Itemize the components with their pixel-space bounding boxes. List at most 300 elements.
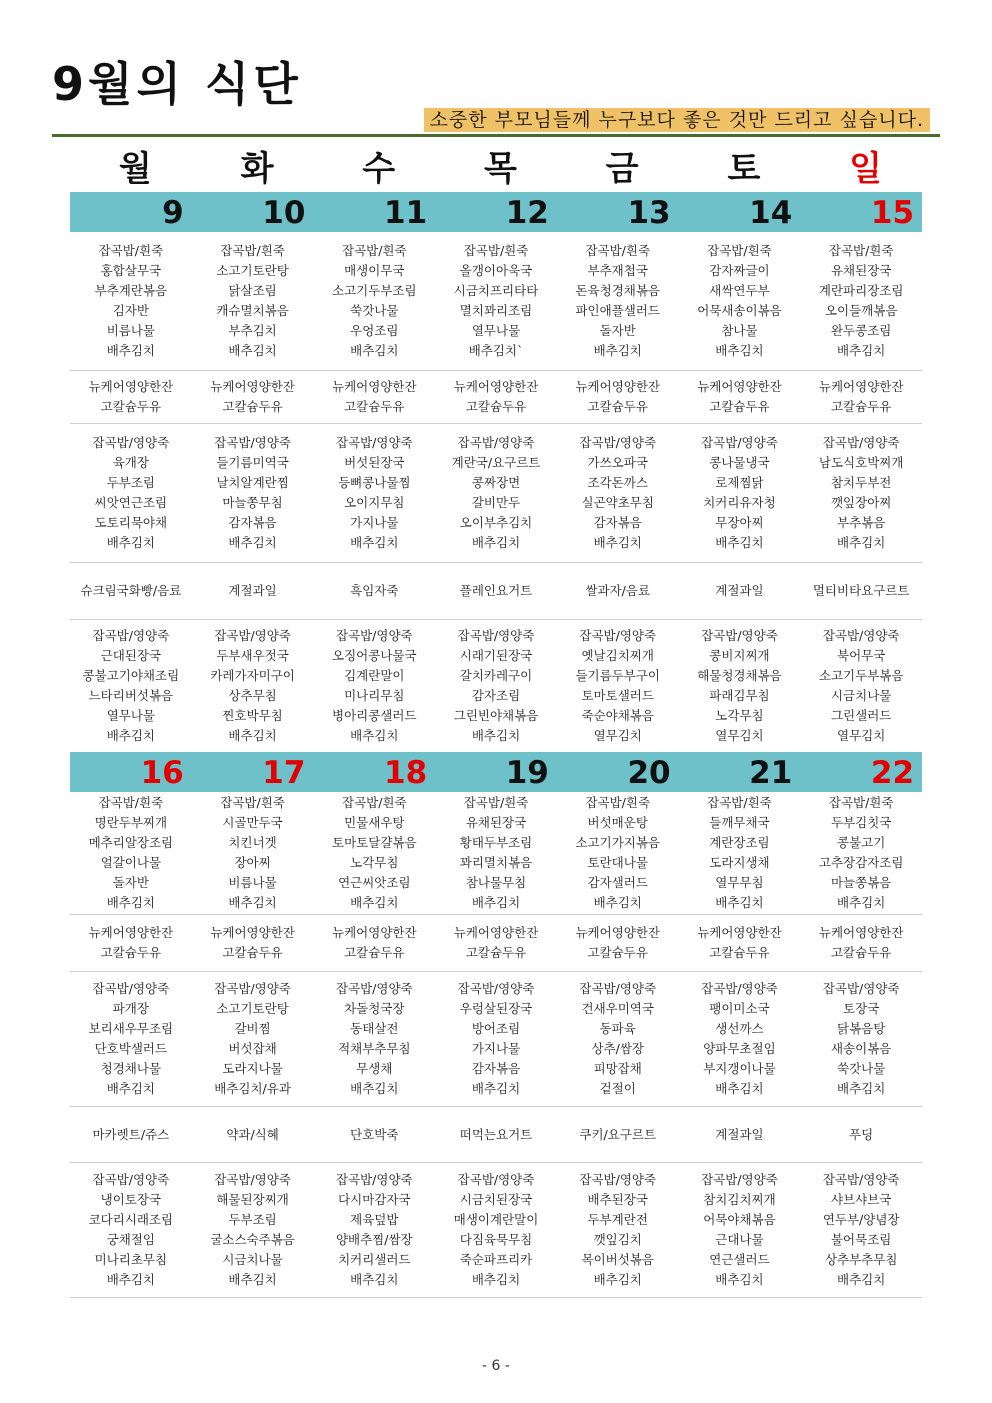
menu-item: 꽈리멸치볶음: [459, 855, 533, 870]
menu-item: 잡곡밥/영양죽: [701, 1172, 778, 1187]
menu-item: 잡곡밥/영양죽: [579, 435, 657, 450]
menu-item: 잡곡밥/영양죽: [579, 1172, 657, 1187]
menu-item: 감자조림: [471, 688, 521, 703]
menu-item: 떠먹는요거트: [459, 1126, 533, 1142]
date-cell: 21: [749, 755, 793, 791]
menu-item: 약과/식혜: [226, 1126, 279, 1142]
menu-item: 연두부/양념장: [822, 1212, 900, 1227]
menu-item: 해물청경채볶음: [697, 668, 782, 683]
menu-item: 단호박죽: [350, 1126, 399, 1142]
menu-cell: [800, 792, 922, 914]
menu-item: 비름나물: [228, 875, 277, 890]
menu-item: 배추김치: [350, 1081, 399, 1096]
menu-item: 들기름미역국: [216, 455, 289, 470]
menu-item: 배추김치`: [468, 343, 524, 358]
menu-item: 부추볶음: [837, 515, 886, 530]
menu-item: 김자반: [112, 303, 149, 318]
menu-item: 그린샐러드: [830, 708, 892, 723]
menu-item: 버섯된장국: [344, 455, 405, 470]
menu-item: 로제찜닭: [715, 475, 764, 490]
menu-item: 냉이토장국: [100, 1192, 162, 1207]
day-of-week-header: [70, 146, 922, 192]
menu-item: 코다리시래조림: [88, 1212, 174, 1227]
menu-item: 매생이무국: [344, 263, 405, 278]
menu-item: 고칼슘두유: [222, 399, 283, 414]
date-bar: [70, 192, 922, 232]
menu-item: 두부조림: [228, 1212, 277, 1227]
menu-item: 죽순야채볶음: [581, 708, 654, 723]
menu-item: 배추김치: [593, 895, 642, 910]
menu-item: 파래김무침: [709, 688, 770, 703]
menu-cell: [435, 424, 557, 562]
menu-cell: [679, 972, 801, 1106]
menu-item: 콩비지찌개: [709, 648, 770, 663]
menu-item: 두부새우젓국: [216, 648, 289, 663]
menu-item: 무생채: [356, 1061, 393, 1076]
menu-item: 도라지나물: [222, 1061, 283, 1076]
menu-item: 뉴케어영양한잔: [332, 925, 417, 940]
menu-item: 등뼈콩나물찜: [338, 475, 411, 490]
menu-item: 겉절이: [599, 1081, 636, 1096]
menu-item: 뉴케어영양한잔: [575, 379, 660, 394]
menu-item: 배추김치: [106, 1272, 156, 1287]
menu-item: 상추무침: [228, 688, 277, 703]
menu-cell: [70, 1163, 192, 1297]
menu-cell: [557, 371, 679, 423]
menu-item: 무장아찌: [715, 515, 764, 530]
menu-item: 소고기토란탕: [216, 1001, 289, 1016]
menu-item: 잡곡밥/흰죽: [585, 243, 651, 258]
menu-item: 잡곡밥/흰죽: [707, 795, 772, 810]
menu-item: 배추김치: [471, 728, 521, 743]
menu-cell: [435, 1163, 557, 1297]
menu-item: 뉴케어영양한잔: [818, 379, 904, 394]
menu-cell: [800, 424, 922, 562]
menu-item: 배추김치: [471, 1272, 521, 1287]
menu-cell: [435, 792, 557, 914]
menu-item: 목이버섯볶음: [581, 1252, 654, 1267]
menu-item: 열무김치: [593, 728, 642, 743]
menu-cell: [313, 1163, 435, 1297]
menu-item: 쑥갓나물: [350, 303, 399, 318]
menu-item: 미나리초무침: [94, 1252, 168, 1267]
menu-item: 잡곡밥/영양죽: [701, 981, 778, 996]
menu-item: 배추김치: [471, 1081, 521, 1096]
date-cell: 17: [262, 755, 306, 791]
subtitle-underline: [52, 108, 940, 137]
menu-cell: [313, 232, 435, 370]
menu-item: 배추김치: [837, 535, 886, 550]
menu-item: 고칼슘두유: [709, 945, 770, 960]
menu-item: 소고기가지볶음: [575, 835, 660, 850]
menu-item: 참나물: [721, 323, 758, 338]
menu-item: 참치두부전: [830, 475, 892, 490]
menu-cell: [313, 620, 435, 752]
menu-cell: [435, 563, 557, 619]
menu-item: 잡곡밥/영양죽: [822, 1172, 900, 1187]
menu-cell: [192, 424, 314, 562]
menu-cell: [192, 792, 314, 914]
menu-item: 연근샐러드: [709, 1252, 770, 1267]
menu-item: 소고기두부볶음: [818, 668, 904, 683]
morning-snack-row: [70, 371, 922, 424]
menu-item: 잡곡밥/흰죽: [220, 243, 285, 258]
menu-item: 뉴케어영양한잔: [818, 925, 904, 940]
menu-item: 근대된장국: [100, 648, 162, 663]
menu-item: 부추김치: [228, 323, 277, 338]
menu-cell: [192, 563, 314, 619]
menu-item: 배추김치: [471, 535, 521, 550]
day-label-wed: 수: [362, 149, 396, 189]
menu-cell: [800, 620, 922, 752]
menu-cell: [800, 1107, 922, 1162]
menu-cell: [800, 972, 922, 1106]
page-title: 9월의 식단: [52, 57, 302, 111]
menu-item: 푸딩: [849, 1126, 874, 1142]
menu-cell: [313, 915, 435, 971]
afternoon-snack-row: [70, 563, 922, 620]
menu-cell: [70, 1107, 192, 1162]
menu-item: 멸치꽈리조림: [459, 303, 533, 318]
menu-item: 토장국: [843, 1001, 880, 1016]
menu-item: 부추재첩국: [587, 263, 648, 278]
menu-item: 잡곡밥/흰죽: [220, 795, 285, 810]
afternoon-snack-row: [70, 1107, 922, 1163]
menu-item: 얼갈이나물: [100, 855, 162, 870]
menu-cell: [679, 232, 801, 370]
menu-item: 배추김치/유과: [214, 1081, 291, 1096]
menu-item: 어묵야채볶음: [703, 1212, 776, 1227]
menu-item: 잡곡밥/흰죽: [98, 795, 164, 810]
menu-item: 잡곡밥/영양죽: [701, 435, 778, 450]
menu-item: 고칼슘두유: [344, 945, 405, 960]
menu-cell: [800, 232, 922, 370]
menu-item: 고칼슘두유: [222, 945, 283, 960]
date-cell: 10: [262, 195, 306, 231]
menu-cell: [679, 1163, 801, 1297]
menu-item: 토란대나물: [587, 855, 648, 870]
menu-item: 고칼슘두유: [587, 945, 648, 960]
morning-snack-row: [70, 915, 922, 972]
menu-item: 장아찌: [234, 855, 271, 870]
menu-cell: [557, 424, 679, 562]
menu-item: 잡곡밥/영양죽: [92, 628, 170, 643]
menu-item: 치커리샐러드: [338, 1252, 411, 1267]
menu-item: 고칼슘두유: [344, 399, 405, 414]
menu-item: 쌀과자/음료: [585, 583, 651, 598]
menu-item: 두부김칫국: [830, 815, 892, 830]
menu-item: 잡곡밥/영양죽: [335, 981, 413, 996]
menu-item: 치커리유자청: [703, 495, 776, 510]
menu-item: 제육덮밥: [350, 1212, 399, 1227]
menu-item: 닭살조림: [228, 283, 277, 298]
menu-item: 들깨무채국: [709, 815, 770, 830]
menu-item: 플레인요거트: [459, 583, 533, 598]
menu-item: 참치김치찌개: [703, 1192, 776, 1207]
menu-item: 배추김치: [837, 1272, 886, 1287]
menu-item: 잡곡밥/영양죽: [457, 435, 535, 450]
menu-item: 감자샐러드: [587, 875, 648, 890]
menu-item: 그린빈야채볶음: [453, 708, 539, 723]
menu-item: 잡곡밥/흰죽: [463, 243, 529, 258]
day-label-thu: 목: [484, 149, 517, 189]
menu-item: 잡곡밥/영양죽: [457, 1172, 535, 1187]
menu-item: 유채된장국: [465, 815, 527, 830]
menu-item: 계란파리장조림: [818, 283, 904, 298]
menu-cell: [435, 620, 557, 752]
menu-item: 잡곡밥/영양죽: [214, 981, 291, 996]
menu-item: 잡곡밥/영양죽: [457, 628, 535, 643]
menu-item: 갈치카레구이: [459, 668, 533, 683]
lunch-row: [70, 972, 922, 1107]
day-label-tue: 화: [240, 149, 274, 189]
menu-item: 계란장조림: [709, 835, 770, 850]
menu-item: 고칼슘두유: [100, 945, 162, 960]
day-label-fri: 금: [605, 149, 639, 189]
menu-item: 파인애플샐러드: [575, 303, 660, 318]
menu-item: 시금치나물: [222, 1252, 283, 1267]
menu-item: 잡곡밥/영양죽: [457, 981, 535, 996]
date-cell: 11: [384, 195, 428, 231]
menu-item: 잡곡밥/영양죽: [822, 981, 900, 996]
menu-item: 멀티비타요구르트: [812, 583, 910, 598]
menu-item: 잡곡밥/영양죽: [92, 1172, 170, 1187]
menu-item: 파개장: [112, 1001, 149, 1016]
menu-item: 날치알계란찜: [216, 475, 289, 490]
menu-item: 배추김치: [837, 895, 886, 910]
menu-cell: [679, 915, 801, 971]
date-cell: 19: [505, 755, 549, 791]
menu-item: 적채부추무침: [338, 1041, 411, 1056]
menu-cell: [800, 1163, 922, 1297]
menu-item: 생선까스: [715, 1021, 764, 1036]
menu-cell: [435, 972, 557, 1106]
menu-item: 도라지생채: [709, 855, 770, 870]
menu-cell: [192, 620, 314, 752]
menu-item: 배추김치: [106, 895, 156, 910]
menu-item: 피망잡채: [593, 1061, 642, 1076]
menu-item: 감자볶음: [593, 515, 642, 530]
menu-item: 찐호박무침: [222, 708, 283, 723]
menu-item: 뉴케어영양한잔: [697, 925, 782, 940]
menu-item: 느타리버섯볶음: [88, 688, 174, 703]
menu-item: 잡곡밥/흰죽: [98, 243, 164, 258]
menu-item: 배추김치: [228, 895, 277, 910]
lunch-row: [70, 424, 922, 563]
menu-item: 매생이계란말이: [453, 1212, 539, 1227]
menu-item: 미나리무침: [344, 688, 405, 703]
menu-item: 오이부추김치: [459, 515, 533, 530]
menu-item: 잡곡밥/흰죽: [707, 243, 772, 258]
menu-item: 명란두부찌개: [94, 815, 168, 830]
menu-item: 고추장감자조림: [818, 855, 904, 870]
menu-item: 노각무침: [350, 855, 399, 870]
menu-item: 가지나물: [471, 1041, 521, 1056]
menu-item: 배추김치: [350, 343, 399, 358]
menu-cell: [313, 424, 435, 562]
menu-item: 배추김치: [106, 535, 156, 550]
date-cell: 14: [749, 195, 793, 231]
menu-item: 배추김치: [228, 728, 277, 743]
menu-item: 보리새우무조림: [88, 1021, 174, 1036]
menu-cell: [679, 563, 801, 619]
menu-item: 갈비찜: [234, 1021, 271, 1036]
date-cell: 16: [140, 755, 184, 791]
menu-item: 남도식호박찌개: [818, 455, 904, 470]
menu-cell: [192, 972, 314, 1106]
day-label-sun: 일: [849, 149, 883, 189]
menu-item: 상추/쌈장: [591, 1041, 644, 1056]
menu-cell: [70, 424, 192, 562]
menu-item: 부지갱이나물: [703, 1061, 776, 1076]
menu-cell: [313, 563, 435, 619]
menu-item: 두부조림: [106, 475, 156, 490]
menu-item: 배추김치: [837, 343, 886, 358]
menu-item: 돌자반: [112, 875, 149, 890]
menu-item: 잡곡밥/영양죽: [335, 435, 413, 450]
menu-cell: [70, 563, 192, 619]
menu-item: 우엉조림: [350, 323, 399, 338]
date-cell: 9: [162, 195, 184, 231]
menu-item: 감자짜글이: [709, 263, 770, 278]
menu-cell: [70, 620, 192, 752]
menu-item: 배추김치: [593, 343, 642, 358]
menu-item: 계절과일: [715, 1126, 764, 1142]
menu-item: 콩불고기: [837, 835, 886, 850]
menu-item: 다짐육묵무침: [459, 1232, 533, 1247]
menu-item: 육개장: [112, 455, 149, 470]
menu-item: 잡곡밥/흰죽: [828, 795, 894, 810]
menu-cell: [557, 620, 679, 752]
menu-item: 근대나물: [715, 1232, 764, 1247]
menu-item: 비름나물: [106, 323, 156, 338]
menu-item: 열무나물: [471, 323, 521, 338]
menu-item: 단호박샐러드: [94, 1041, 168, 1056]
menu-item: 감자볶음: [471, 1061, 521, 1076]
menu-cell: [435, 915, 557, 971]
menu-item: 고칼슘두유: [830, 399, 892, 414]
menu-item: 잡곡밥/영양죽: [822, 435, 900, 450]
menu-item: 계절과일: [228, 583, 277, 598]
menu-cell: [435, 232, 557, 370]
menu-item: 굴소스숙주볶음: [210, 1232, 295, 1247]
menu-item: 잡곡밥/영양죽: [579, 628, 657, 643]
menu-item: 버섯매운탕: [587, 815, 648, 830]
menu-item: 배추김치: [837, 1081, 886, 1096]
menu-cell: [800, 371, 922, 423]
menu-item: 북어무국: [837, 648, 886, 663]
menu-item: 황태두부조림: [459, 835, 533, 850]
menu-cell: [313, 1107, 435, 1162]
menu-item: 잡곡밥/영양죽: [579, 981, 657, 996]
menu-cell: [313, 972, 435, 1106]
menu-cell: [800, 915, 922, 971]
menu-item: 열무무침: [715, 875, 764, 890]
menu-item: 해물된장찌개: [216, 1192, 289, 1207]
menu-item: 잡곡밥/영양죽: [214, 628, 291, 643]
menu-item: 콩불고기야채조림: [82, 668, 180, 683]
menu-item: 계란국/요구르트: [451, 455, 541, 470]
menu-item: 잡곡밥/영양죽: [214, 435, 291, 450]
date-bar: [70, 752, 922, 792]
menu-item: 뉴케어영양한잔: [332, 379, 417, 394]
menu-item: 뉴케어영양한잔: [575, 925, 660, 940]
date-cell: 13: [627, 195, 671, 231]
menu-item: 청경채나물: [100, 1061, 162, 1076]
menu-item: 동파육: [599, 1021, 636, 1036]
menu-item: 닭볶음탕: [837, 1021, 886, 1036]
breakfast-row: [70, 792, 922, 915]
menu-item: 양배추찜/쌈장: [335, 1232, 413, 1247]
menu-cell: [70, 915, 192, 971]
menu-item: 고칼슘두유: [830, 945, 892, 960]
menu-item: 고칼슘두유: [100, 399, 162, 414]
menu-item: 동태살전: [350, 1021, 399, 1036]
menu-item: 잡곡밥/흰죽: [342, 795, 407, 810]
menu-item: 잡곡밥/영양죽: [92, 981, 170, 996]
menu-item: 배추김치: [350, 1272, 399, 1287]
menu-item: 양파무초절임: [703, 1041, 776, 1056]
menu-item: 갈비만두: [471, 495, 521, 510]
menu-item: 소고기토란탕: [216, 263, 289, 278]
menu-item: 건새우미역국: [581, 1001, 654, 1016]
menu-item: 돈육청경채볶음: [575, 283, 660, 298]
menu-item: 배추김치: [715, 535, 764, 550]
menu-item: 차돌청국장: [344, 1001, 405, 1016]
menu-item: 열무김치: [715, 728, 764, 743]
menu-item: 상추부추무침: [824, 1252, 898, 1267]
menu-item: 배추김치: [106, 728, 156, 743]
menu-item: 홍합살무국: [100, 263, 162, 278]
menu-item: 소고기두부조림: [332, 283, 417, 298]
menu-item: 뉴케어영양한잔: [88, 925, 174, 940]
menu-item: 뉴케어영양한잔: [210, 925, 295, 940]
menu-item: 잡곡밥/흰죽: [828, 243, 894, 258]
menu-cell: [557, 563, 679, 619]
menu-item: 잡곡밥/영양죽: [335, 1172, 413, 1187]
menu-item: 쿠키/요구르트: [579, 1126, 657, 1142]
menu-item: 씨앗연근조림: [94, 495, 168, 510]
menu-item: 잡곡밥/영양죽: [214, 1172, 291, 1187]
menu-item: 콩나물냉국: [709, 455, 770, 470]
menu-item: 배추김치: [106, 343, 156, 358]
menu-item: 뉴케어영양한잔: [453, 925, 539, 940]
dinner-row: [70, 1163, 922, 1298]
page-number: - 6 -: [482, 1358, 510, 1374]
menu-cell: [679, 1107, 801, 1162]
menu-item: 배추김치: [715, 343, 764, 358]
menu-item: 배추김치: [228, 535, 277, 550]
date-cell: 18: [384, 755, 428, 791]
menu-cell: [679, 424, 801, 562]
menu-item: 팽이미소국: [709, 1001, 770, 1016]
menu-item: 계절과일: [715, 583, 764, 598]
menu-item: 배추된장국: [587, 1192, 648, 1207]
menu-item: 민물새우탕: [344, 815, 405, 830]
menu-item: 가지나물: [350, 515, 399, 530]
menu-item: 토마토샐러드: [581, 688, 654, 703]
menu-cell: [679, 620, 801, 752]
menu-cell: [192, 1163, 314, 1297]
menu-item: 마늘쫑무침: [222, 495, 283, 510]
menu-item: 잡곡밥/흰죽: [585, 795, 651, 810]
menu-item: 뉴케어영양한잔: [697, 379, 782, 394]
menu-item: 어묵새송이볶음: [697, 303, 782, 318]
menu-item: 마늘쫑볶음: [830, 875, 892, 890]
menu-item: 배추김치: [228, 1272, 277, 1287]
menu-item: 잡곡밥/영양죽: [822, 628, 900, 643]
menu-item: 카레가자미구이: [210, 668, 295, 683]
